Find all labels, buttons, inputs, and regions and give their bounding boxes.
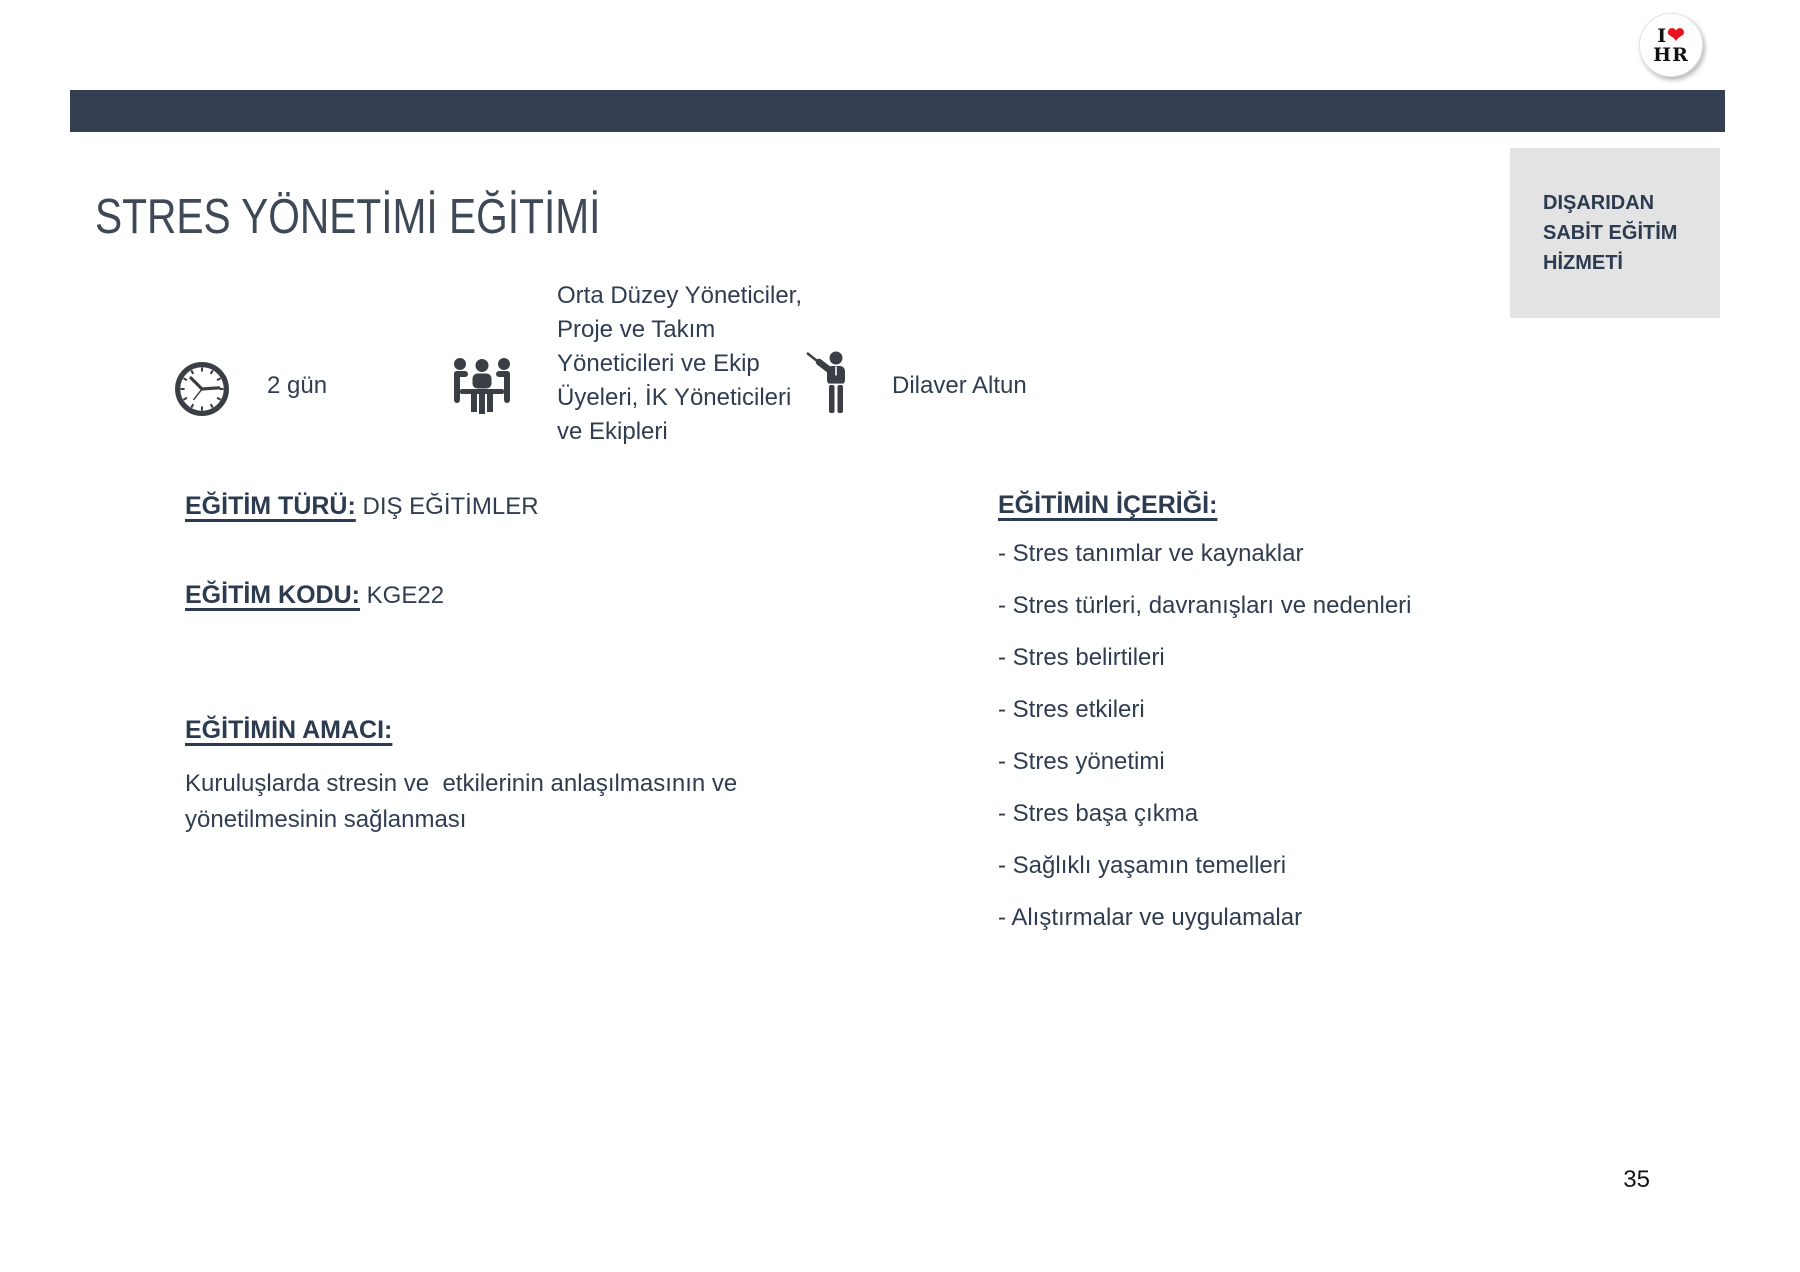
- trainer-name: Dilaver Altun: [892, 372, 1027, 399]
- training-code-value: KGE22: [366, 582, 445, 609]
- training-type-row: [185, 492, 539, 521]
- purpose-label: EĞİTİMİN AMACI:: [185, 716, 393, 744]
- content-label: EĞİTİMİN İÇERİĞİ:: [998, 491, 1218, 519]
- training-code-label: EĞİTİM KODU:: [185, 581, 360, 609]
- content-item: - Stres türleri, davranışları ve nedenleri: [998, 592, 1412, 619]
- content-list: [998, 528, 1412, 944]
- service-type-label: DIŞARIDAN SABİT EĞİTİM HİZMETİ: [1543, 192, 1678, 274]
- heart-icon: ❤: [1667, 22, 1685, 47]
- purpose-text: Kuruluşlarda stresin ve etkilerinin anlaşılmasının ve yönetilmesinin sağlanması: [185, 770, 744, 833]
- presenter-icon: [804, 350, 858, 416]
- content-item: - Sağlıklı yaşamın temelleri: [998, 852, 1287, 879]
- content-item: - Stres başa çıkma: [998, 800, 1199, 827]
- content-item: - Stres tanımlar ve kaynaklar: [998, 540, 1304, 567]
- page-number: 35: [1623, 1166, 1650, 1193]
- logo-line-2: HR: [1653, 44, 1689, 66]
- meeting-icon: [449, 356, 515, 418]
- audience-text: Orta Düzey Yöneticiler, Proje ve Takım Yöneticileri ve Ekip Üyeleri, İK Yöneticileri ve Ekipleri: [557, 282, 803, 445]
- content-item: - Alıştırmalar ve uygulamalar: [998, 904, 1303, 931]
- i-love-hr-logo: [1639, 13, 1703, 77]
- duration-text: 2 gün: [267, 372, 328, 399]
- header-bar: [70, 90, 1725, 132]
- page-title: STRES YÖNETİMİ EĞİTİMİ: [95, 190, 601, 244]
- service-type-box: [1510, 148, 1720, 318]
- training-code-row: [185, 581, 444, 610]
- clock-icon: [173, 360, 231, 418]
- training-type-value: DIŞ EĞİTİMLER: [362, 493, 539, 520]
- logo-line-1: I❤: [1657, 22, 1685, 47]
- content-item: - Stres etkileri: [998, 696, 1145, 723]
- training-type-label: EĞİTİM TÜRÜ:: [185, 492, 356, 520]
- content-item: - Stres belirtileri: [998, 644, 1165, 671]
- content-item: - Stres yönetimi: [998, 748, 1165, 775]
